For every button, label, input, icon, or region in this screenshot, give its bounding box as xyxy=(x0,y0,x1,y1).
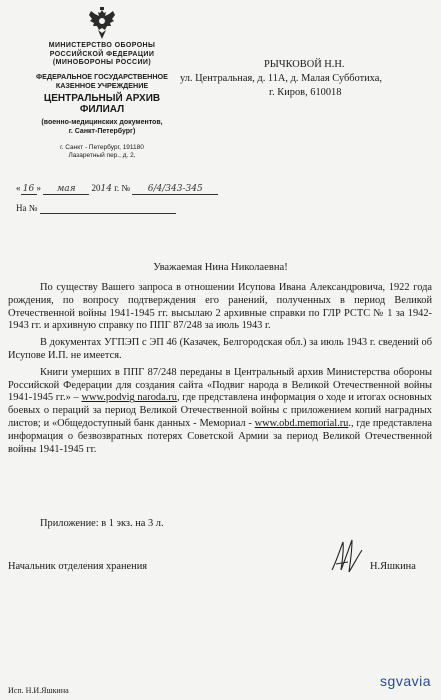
salutation: Уважаемая Нина Николаевна! xyxy=(153,262,288,273)
body-paragraph-3-part-b: , где представлена информация о ходе и итогах основных боевых о перaций за период Великой Отечественной войны с приложением копий наградных листов; и «Общедоступный банк данных - Мемориал - xyxy=(8,392,432,429)
signer-title: Начальник отделения хранения xyxy=(8,561,148,572)
body-paragraph-3 xyxy=(8,367,432,457)
branch-line-1: (военно-медицинских документов, xyxy=(41,118,163,126)
addressee xyxy=(180,58,435,100)
addressee-name: РЫЧКОВОЙ Н.Н. xyxy=(264,59,345,70)
archive-name xyxy=(14,93,190,116)
branch-line-2: г. Санкт-Петербург) xyxy=(68,127,136,135)
archive-line-2: ФИЛИАЛ xyxy=(79,104,125,115)
archive-line-1: ЦЕНТРАЛЬНЫЙ АРХИВ xyxy=(43,92,161,104)
ministry-line-1: МИНИСТЕРСТВО ОБОРОНЫ xyxy=(48,42,156,49)
address-line-2: Лазаретный пер., д. 2, xyxy=(68,151,136,159)
ministry-line-3: (МИНОБОРОНЫ РОССИИ) xyxy=(52,59,152,66)
address-line-1: г. Санкт - Петербург, 191180 xyxy=(60,143,144,151)
letter-body xyxy=(8,282,432,460)
addressee-street: ул. Центральная, д. 11А, д. Малая Субботиха, xyxy=(180,73,382,84)
number-label: г. № xyxy=(114,183,130,193)
podvig-naroda-link[interactable]: www.podvig naroda.ru xyxy=(81,392,177,404)
outgoing-number: 6/4/343-345 xyxy=(132,184,218,195)
date-year-suffix: 14 xyxy=(100,184,112,194)
ministry-line-2: РОССИЙСКОЙ ФЕДЕРАЦИИ xyxy=(49,50,155,58)
handwritten-signature-icon xyxy=(328,534,368,576)
date-year-prefix: 20 xyxy=(91,183,101,193)
body-paragraph-3-part-c: ., где представлена информация о безвозвратных потерях Советской Армии за период Великой Отечественной войны 1941-1945 гг. xyxy=(8,417,432,455)
body-paragraph-2: В документах УГПЭП с ЭП 46 (Казачек, Белгородская обл.) за июль 1943 г. сведений об Исупове И.П. не имеется. xyxy=(8,337,432,361)
addressee-city: г. Киров, 610018 xyxy=(269,87,342,98)
reply-label: На № xyxy=(16,203,38,213)
executor: Исп. Н.И.Яшкина xyxy=(8,686,69,695)
date-month: мая xyxy=(43,184,89,195)
obd-memorial-link[interactable]: www.obd.memorial.ru xyxy=(254,417,349,429)
double-headed-eagle-emblem-icon xyxy=(87,6,117,40)
outgoing-date-number: « 16 » мая 2014 г. № 6/4/343-345 xyxy=(16,183,218,195)
institution-type xyxy=(14,72,190,90)
ministry-name xyxy=(14,42,190,68)
body-paragraph-3-part-a: Книги умерших в ППГ 87/248 переданы в Центральный архив Министерства обороны Российской Федерации для создания сайта «Подвиг народа в Великой Отечественной войны 1941-1945 гг.» – xyxy=(8,366,432,404)
institution-line-2: КАЗЕННОЕ УЧРЕЖДЕНИЕ xyxy=(55,80,149,90)
institution-line-1: ФЕДЕРАЛЬНОЕ ГОСУДАРСТВЕННОЕ xyxy=(36,71,168,81)
reply-to-number xyxy=(16,203,176,214)
reply-number-blank xyxy=(40,203,176,214)
attachment-note: Приложение: в 1 экз. на 3 л. xyxy=(40,518,164,529)
body-paragraph-1: По существу Вашего запроса в отношении Исупова Ивана Александровича, 1922 года рождения, по вопросу подтверждения его ранений, полученных в период Великой Отечественной войны 1941-1945 гг. высылаю 2 архивные справки по ГЛР РСТС № 1 за 1942-1943 гг. и архивную справку по ППГ 87/248 за июль 1943 г. xyxy=(8,282,432,332)
watermark: sgvavia xyxy=(380,673,431,689)
signer-name: Н.Яшкина xyxy=(370,561,416,572)
letterhead xyxy=(14,6,190,160)
date-day: 16 xyxy=(21,184,37,195)
letterhead-address xyxy=(14,144,190,160)
branch-description xyxy=(14,118,190,136)
